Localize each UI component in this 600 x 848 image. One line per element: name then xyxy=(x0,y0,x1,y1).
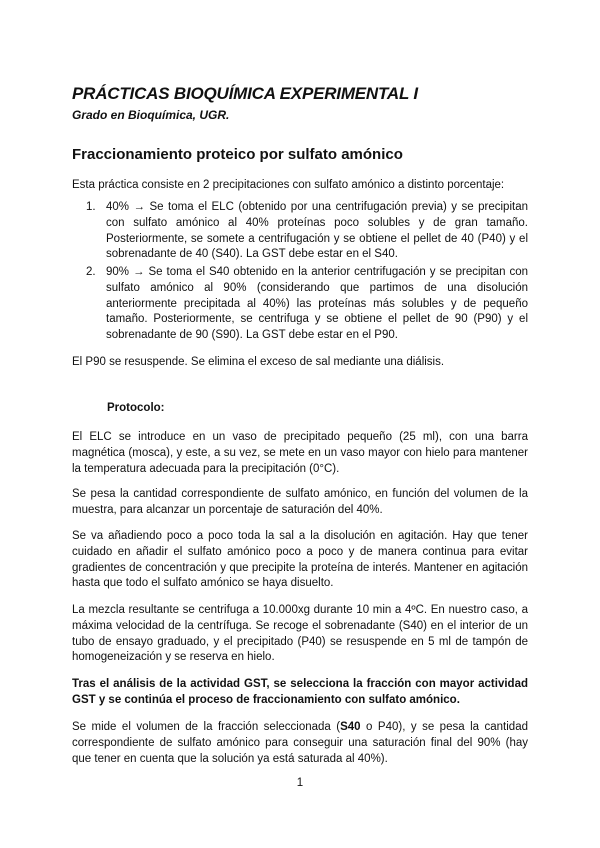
intro-paragraph: Esta práctica consiste en 2 precipitaciones con sulfato amónico a distinto porcentaje: xyxy=(72,179,505,191)
list-item-text: 90% → Se toma el S40 obtenido en la anterior centrifugación y se precipitan con sulfato amónico al 90% (considerando que partimos de una disolución anteriormente precipitada al 40%) las proteínas más solubles y de pequeño tamaño. Posteriormente, se centrifuga y se obtiene el pellet de 90 (P90) y el sobrenadante de 90 (S90). La GST debe estar en el P90. xyxy=(106,266,528,342)
final-paragraph-end: o P40), y se pesa la cantidad correspondiente de sulfato amónico para conseguir una saturación final del 90% (hay que tener en cuenta que la solución ya está saturada al 40%). xyxy=(72,721,528,765)
list-item-number: 2. xyxy=(86,266,96,278)
protocol-heading: Protocolo: xyxy=(107,402,165,414)
protocol-paragraph: La mezcla resultante se centrifuga a 10.000xg durante 10 min a 4ºC. En nuestro caso, a máxima velocidad de la centrífuga. Se recoge el sobrenadante (S40) en el interior de un tubo de ensayo graduado, y el precipitado (P40) se resuspende en 5 ml de tampón de homogeneización y se reserva en hielo. xyxy=(72,604,528,664)
protocol-paragraph: Se va añadiendo poco a poco toda la sal a la disolución en agitación. Hay que tener cuidado en añadir el sulfato amónico poco a poco y de manera continua para evitar gradientes de concentración y que precipite la proteína de interés. Mantener en agitación hasta que todo el sulfato amónico se haya disuelto. xyxy=(72,530,528,590)
final-paragraph-start: Se mide el volumen de la fracción seleccionada ( xyxy=(72,721,341,733)
list-item-number: 1. xyxy=(86,201,96,213)
list-item-text: 40% → Se toma el ELC (obtenido por una centrifugación previa) y se precipitan con sulfato amónico al 40% proteínas poco solubles y de gran tamaño. Posteriormente, se somete a centrifugación y se obtiene el pellet de 40 (P40) y el sobrenadante de 40 (S40). La GST debe estar en el S40. xyxy=(106,201,528,261)
highlighted-paragraph: Tras el análisis de la actividad GST, se selecciona la fracción con mayor actividad GST y se continúa el proceso de fraccionamiento con sulfato amónico. xyxy=(72,678,528,706)
page-number: 1 xyxy=(296,777,304,789)
document-subtitle: Grado en Bioquímica, UGR. xyxy=(72,108,230,122)
after-list-paragraph: El P90 se resuspende. Se elimina el exceso de sal mediante una diálisis. xyxy=(72,356,445,368)
final-paragraph xyxy=(72,720,528,767)
protocol-paragraph: Se pesa la cantidad correspondiente de sulfato amónico, en función del volumen de la muestra, para alcanzar un porcentaje de saturación del 40%. xyxy=(72,488,528,516)
section-heading: Fraccionamiento proteico por sulfato amónico xyxy=(72,146,403,163)
document-title: PRÁCTICAS BIOQUÍMICA EXPERIMENTAL I xyxy=(72,84,418,103)
final-paragraph-bold: S40 xyxy=(340,721,361,733)
protocol-paragraph: El ELC se introduce en un vaso de precipitado pequeño (25 ml), con una barra magnética (mosca), y este, a su vez, se mete en un vaso mayor con hielo para mantener la temperatura adecuada para la precipitación (0°C). xyxy=(72,431,528,475)
